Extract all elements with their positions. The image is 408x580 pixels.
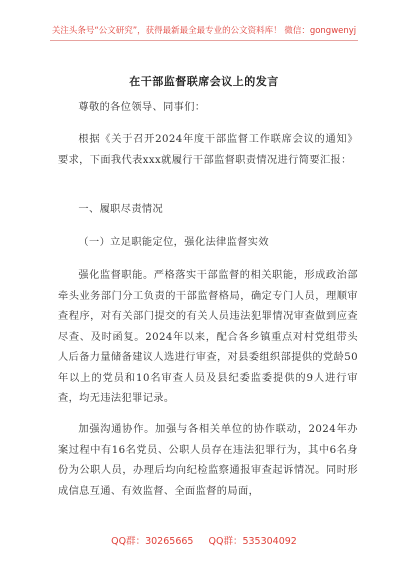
subsection-heading: （一）立足职能定位，强化法律监督实效	[78, 237, 269, 248]
page-footer	[0, 533, 408, 547]
body-paragraph-2	[58, 420, 358, 502]
intro-paragraph	[58, 130, 358, 171]
paragraph-text: 强化监督职能。严格落实干部监督的相关职能，形成政治部牵头业务部门分工负责的干部监督格局，确定专门人员，理顺审查程序，对有关部门提交的有关人员违法犯罪情况审查做到应查尽查、及时函复。2024年以来，配合各乡镇重点对村党组带头人后备力量储备建议人选进行审查，对县委组织部提供的党龄50年以上的党员和10名审查人员及县纪委监委提供的9人进行审查，均无违法犯罪记录。	[58, 270, 358, 404]
page-header-banner: 关注头条号“公文研究”，获得最新最全最专业的公文资料库！ 微信：gongwenyj	[51, 26, 357, 36]
section-heading: 一、履职尽责情况	[78, 204, 164, 215]
footer-qq-group-1: QQ群：30265665	[111, 536, 194, 547]
document-title: 在干部监督联席会议上的发言	[129, 75, 279, 88]
intro-text: 根据《关于召开2024年度干部监督工作联席会议的通知》要求，下面我代表xxx就履行干部监督职责情况进行简要汇报：	[58, 134, 358, 166]
paragraph-text: 加强沟通协作。加强与各相关单位的协作联动，2024年办案过程中有16名党员、公职人员存在违法犯罪行为，其中6名身份为公职人员，办理后均向纪检监察通报审查起诉情况。同时形成信息互通、有效监督、全面监督的局面，	[58, 424, 358, 497]
footer-qq-group-2: QQ群：535304092	[208, 536, 297, 547]
greeting-line: 尊敬的各位领导、同事们：	[78, 102, 206, 113]
body-paragraph-1	[58, 266, 358, 410]
header-divider	[50, 40, 358, 41]
